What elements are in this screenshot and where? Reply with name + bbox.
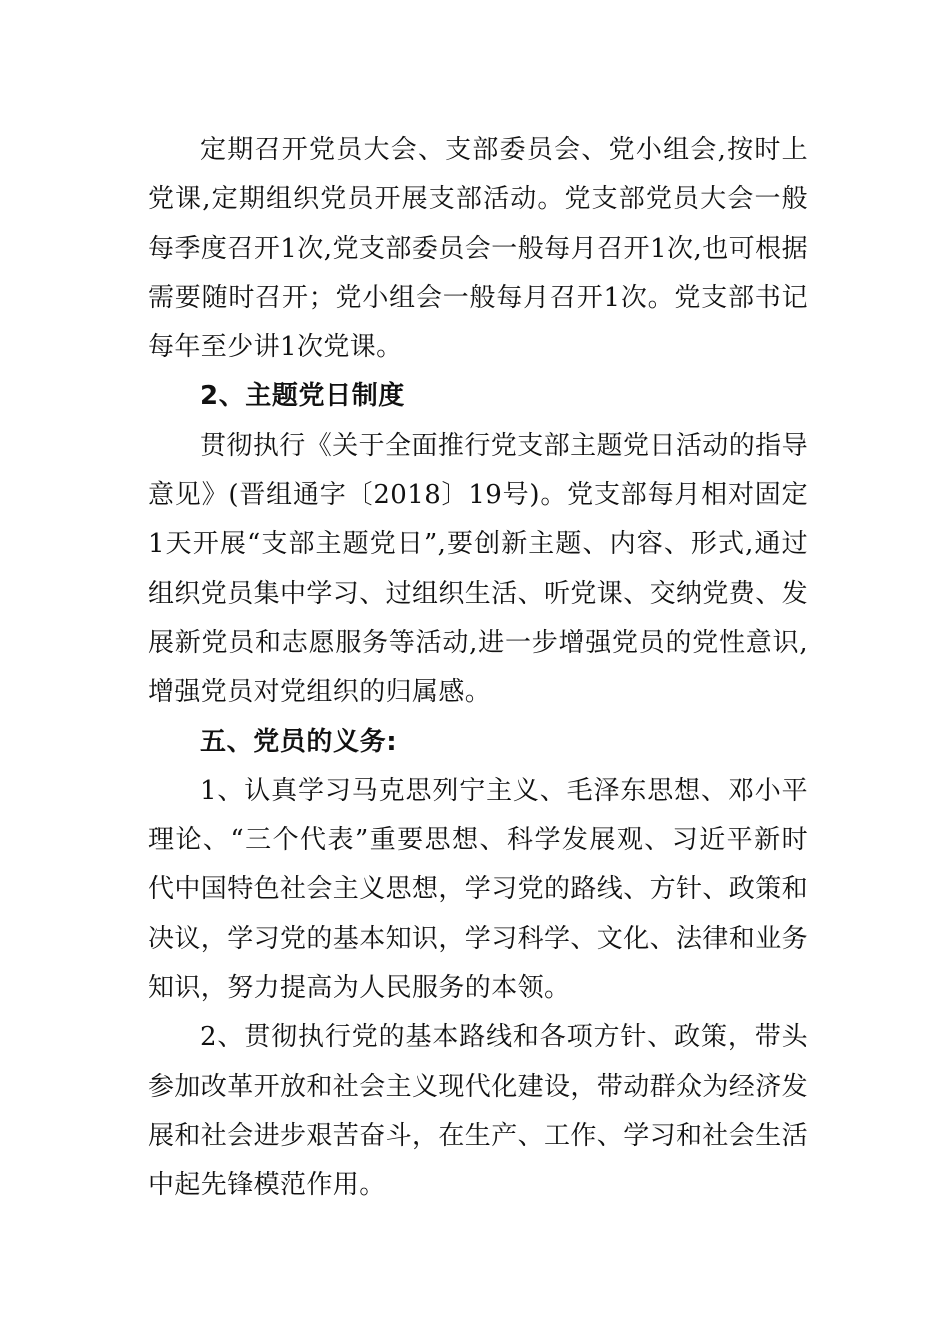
duty-item-1: 1、认真学习马克思列宁主义、毛泽东思想、邓小平理论、“三个代表”重要思想、科学发展观、习近平新时代中国特色社会主义思想，学习党的路线、方针、政策和决议，学习党的基本知识，学习科学、文化、法律和业务知识，努力提高为人民服务的本领。 <box>148 775 809 1004</box>
duty-item-2: 2、贯彻执行党的基本路线和各项方针、政策，带头参加改革开放和社会主义现代化建设，带动群众为经济发展和社会进步艰苦奋斗，在生产、工作、学习和社会生活中起先锋模范作用。 <box>148 1022 809 1201</box>
heading-theme-day-system: 2、主题党日制度 <box>200 381 405 412</box>
document-body <box>148 126 808 1211</box>
paragraph-theme-day: 贯彻执行《关于全面推行党支部主题党日活动的指导意见》(晋组通字〔2018〕19号)。党支部每月相对固定1天开展“支部主题党日”,要创新主题、内容、形式,通过组织党员集中学习、过组织生活、听党课、交纳党费、发展新党员和志愿服务等活动,进一步增强党员的党性意识,增强党员对党组织的归属感。 <box>148 430 809 708</box>
heading-member-duties: 五、党员的义务: <box>200 726 398 757</box>
paragraph-meetings: 定期召开党员大会、支部委员会、党小组会,按时上党课,定期组织党员开展支部活动。党支部党员大会一般每季度召开1次,党支部委员会一般每月召开1次,也可根据需要随时召开；党小组会一般每月召开1次。党支部书记每年至少讲1次党课。 <box>148 135 808 363</box>
